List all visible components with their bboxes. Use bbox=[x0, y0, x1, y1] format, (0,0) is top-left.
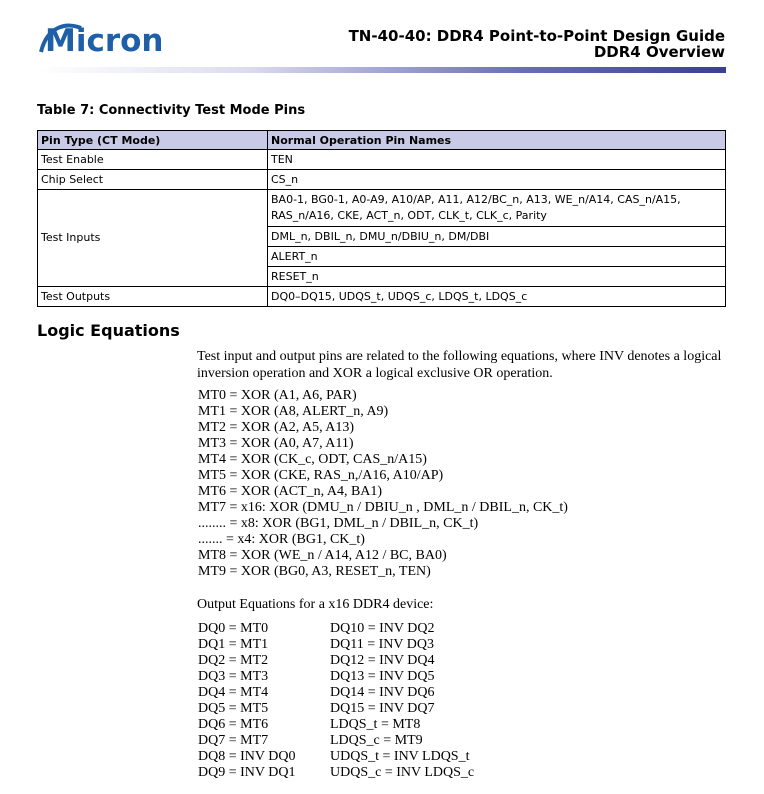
input-equations-list bbox=[198, 388, 568, 580]
output-equation: DQ2 = MT2 bbox=[198, 653, 269, 668]
equation-line: MT7 = x16: XOR (DMU_n / DBIU_n , DML_n / DBIL_n, CK_t) bbox=[198, 500, 568, 515]
pin-type-cell: Test Inputs bbox=[38, 190, 268, 287]
micron-logo bbox=[37, 18, 197, 62]
output-equation: DQ15 = INV DQ7 bbox=[330, 701, 435, 716]
table-header-row bbox=[38, 131, 726, 150]
pin-type-cell: Chip Select bbox=[38, 170, 268, 190]
output-equation: DQ7 = MT7 bbox=[198, 733, 269, 748]
output-equation: DQ11 = INV DQ3 bbox=[330, 637, 434, 652]
equation-line: ....... = x4: XOR (BG1, CK_t) bbox=[198, 532, 365, 547]
output-equation: UDQS_c = INV LDQS_c bbox=[330, 765, 475, 780]
pin-names-cell: DQ0–DQ15, UDQS_t, UDQS_c, LDQS_t, LDQS_c bbox=[268, 287, 726, 307]
equation-line: MT2 = XOR (A2, A5, A13) bbox=[198, 420, 355, 435]
document-title bbox=[349, 28, 725, 60]
equation-line: MT0 = XOR (A1, A6, PAR) bbox=[198, 388, 357, 403]
table-row bbox=[38, 287, 726, 307]
header-rule bbox=[38, 67, 726, 73]
table-row bbox=[38, 170, 726, 190]
title-line-1: TN-40-40: DDR4 Point-to-Point Design Guide bbox=[348, 27, 725, 45]
output-equation: DQ4 = MT4 bbox=[198, 685, 269, 700]
pin-names-cell: BA0-1, BG0-1, A0-A9, A10/AP, A11, A12/BC_n, A13, WE_n/A14, CAS_n/A15, RAS_n/A16, CKE, ACT_n, ODT, CLK_t, CLK_c, Parity bbox=[268, 190, 726, 227]
output-equations-column-2 bbox=[330, 621, 474, 781]
output-equations-caption: Output Equations for a x16 DDR4 device: bbox=[197, 597, 434, 612]
output-equations-column-1 bbox=[198, 621, 295, 781]
intro-paragraph: Test input and output pins are related to the following equations, where INV denotes a logical inversion operation and XOR a logical exclusive OR operation. bbox=[197, 349, 722, 381]
output-equation: DQ14 = INV DQ6 bbox=[330, 685, 435, 700]
output-equation: DQ8 = INV DQ0 bbox=[198, 749, 296, 764]
output-equation: DQ9 = INV DQ1 bbox=[198, 765, 296, 780]
title-line-2: DDR4 Overview bbox=[593, 43, 725, 61]
equation-line: MT3 = XOR (A0, A7, A11) bbox=[198, 436, 354, 451]
output-equation: LDQS_c = MT9 bbox=[330, 733, 423, 748]
output-equation: UDQS_t = INV LDQS_t bbox=[330, 749, 470, 764]
pin-names-cell: TEN bbox=[268, 150, 726, 170]
pin-names-cell: DML_n, DBIL_n, DMU_n/DBIU_n, DM/DBI bbox=[268, 227, 726, 247]
logo-text: Micron bbox=[45, 23, 164, 59]
equation-line: MT5 = XOR (CKE, RAS_n,/A16, A10/AP) bbox=[198, 468, 444, 483]
pin-type-cell: Test Outputs bbox=[38, 287, 268, 307]
pin-names-cell: ALERT_n bbox=[268, 247, 726, 267]
page-header bbox=[0, 0, 764, 80]
table-row bbox=[38, 150, 726, 170]
table-row bbox=[38, 190, 726, 227]
pin-names-cell: RESET_n bbox=[268, 267, 726, 287]
output-equation: DQ3 = MT3 bbox=[198, 669, 269, 684]
header-pin-type: Pin Type (CT Mode) bbox=[38, 131, 268, 150]
equation-line: MT1 = XOR (A8, ALERT_n, A9) bbox=[198, 404, 389, 419]
table-caption: Table 7: Connectivity Test Mode Pins bbox=[37, 103, 306, 118]
output-equation: DQ12 = INV DQ4 bbox=[330, 653, 435, 668]
equation-line: MT8 = XOR (WE_n / A14, A12 / BC, BA0) bbox=[198, 548, 447, 563]
pin-type-cell: Test Enable bbox=[38, 150, 268, 170]
header-pin-names: Normal Operation Pin Names bbox=[268, 131, 726, 150]
output-equation: LDQS_t = MT8 bbox=[330, 717, 421, 732]
pin-names-cell: CS_n bbox=[268, 170, 726, 190]
output-equation: DQ0 = MT0 bbox=[198, 621, 269, 636]
output-equation: DQ10 = INV DQ2 bbox=[330, 621, 435, 636]
connectivity-test-table bbox=[37, 130, 726, 307]
output-equation: DQ6 = MT6 bbox=[198, 717, 269, 732]
equation-line: MT4 = XOR (CK_c, ODT, CAS_n/A15) bbox=[198, 452, 427, 467]
equation-line: MT9 = XOR (BG0, A3, RESET_n, TEN) bbox=[198, 564, 431, 579]
section-heading: Logic Equations bbox=[37, 321, 180, 340]
output-equation: DQ5 = MT5 bbox=[198, 701, 269, 716]
output-equation: DQ13 = INV DQ5 bbox=[330, 669, 435, 684]
equation-line: MT6 = XOR (ACT_n, A4, BA1) bbox=[198, 484, 383, 499]
output-equation: DQ1 = MT1 bbox=[198, 637, 269, 652]
equation-line: ........ = x8: XOR (BG1, DML_n / DBIL_n, CK_t) bbox=[198, 516, 479, 531]
